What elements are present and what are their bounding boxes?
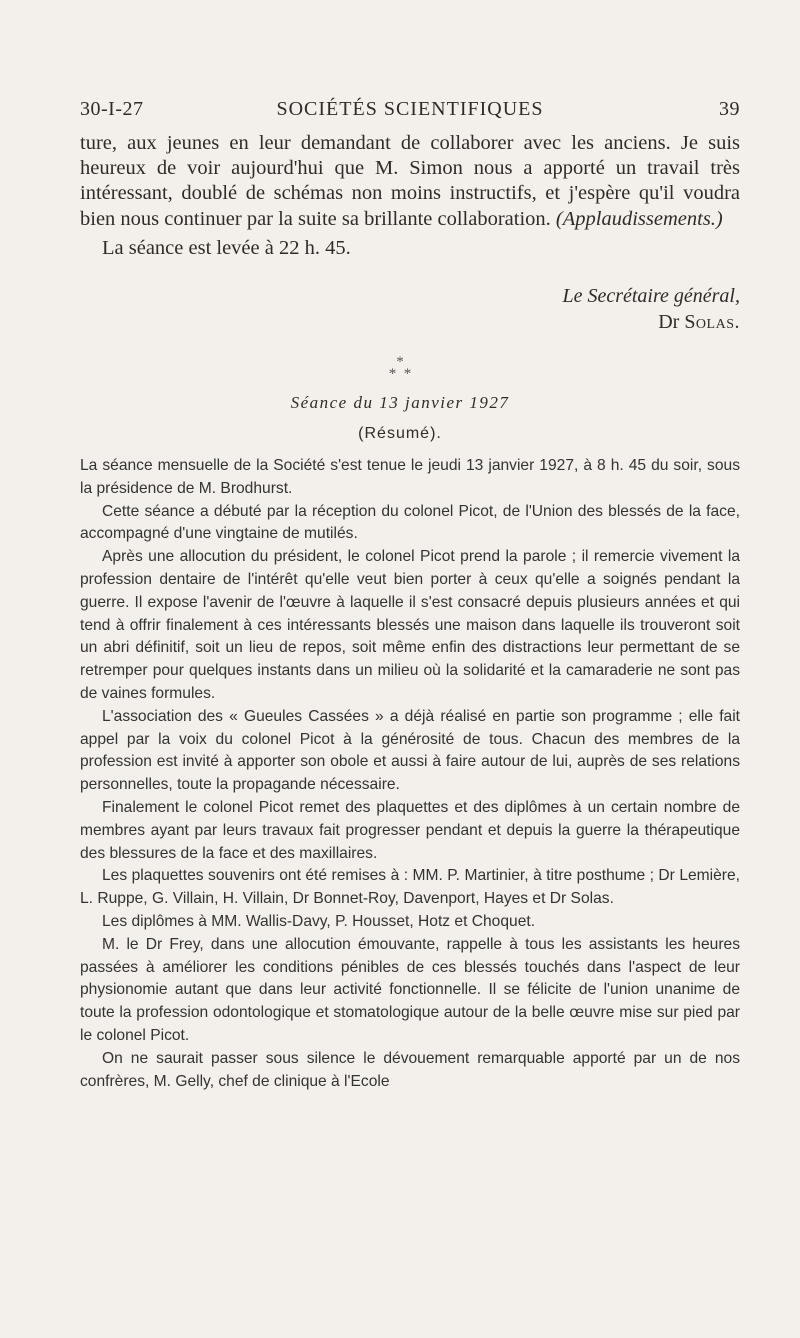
body-paragraph-1: La séance mensuelle de la Société s'est tenue le jeudi 13 janvier 1927, à 8 h. 45 du soir, sous la présidence de M. Brodhurst. [80, 457, 740, 497]
signature-name [562, 309, 740, 335]
running-header [80, 98, 740, 124]
signature-surname: Solas. [684, 311, 740, 333]
closing-line: La séance est levée à 22 h. 45. [102, 236, 351, 259]
body-paragraph-9: On ne saurait passer sous silence le dévouement remarquable apporté par un de nos confrères, M. Gelly, chef de clinique à l'Ecole [80, 1049, 740, 1090]
header-date: 30-I-27 [80, 98, 144, 120]
asterism-separator: * * * [388, 354, 412, 382]
section-title: Séance du 13 janvier 1927 [290, 393, 510, 412]
body-paragraph-5: Finalement le colonel Picot remet des plaquettes et des diplômes à un certain nombre de membres ayant par leurs travaux fait progresser pendant et depuis la guerre la thérapeutique des blessures de la face et des maxillaires. [80, 798, 740, 862]
intro-text [80, 131, 740, 261]
intro-paragraph-text: ture, aux jeunes en leur demandant de collaborer avec les anciens. Je suis heureux de voir aujourd'hui que M. Simon nous a apporté un travail très intéressant, doublé de schémas non moins instructifs, et j'espère qu'il voudra bien nous continuer par la suite sa brillante collaboration. [80, 132, 740, 230]
body-paragraph-8: M. le Dr Frey, dans une allocution émouvante, rappelle à tous les assistants les heures passées à améliorer les conditions pénibles de ces blessés touchés dans l'aspect de leur physionomie autant que dans leur activité fonctionnelle. Il se félicite de l'union unanime de toute la profession odontologique et stomatologique autour de la belle œuvre mise sur pied par le colonel Picot. [80, 935, 740, 1044]
page-number: 39 [719, 98, 740, 120]
applause-note: (Applaudissements.) [555, 207, 723, 230]
section-subtitle: (Résumé). [358, 425, 442, 442]
body-paragraph-6: Les plaquettes souvenirs ont été remises à : MM. P. Martinier, à titre posthume ; Dr Lemière, L. Ruppe, G. Villain, H. Villain, Dr Bonnet-Roy, Davenport, Hayes et Dr Solas. [80, 867, 740, 908]
body-paragraph-2: Cette séance a débuté par la réception du colonel Picot, de l'Union des blessés de la face, accompagné d'une vingtaine de mutilés. [80, 502, 740, 543]
section-body [80, 455, 740, 1093]
body-paragraph-4: L'association des « Gueules Cassées » a déjà réalisé en partie son programme ; elle fait appel par la voix du colonel Picot à la générosité de tous. Chacun des membres de la profession est invité à apporter son obole et aussi à faire autour de lui, auprès de ses relations personnelles, toute la propagande nécessaire. [80, 707, 740, 794]
body-paragraph-7: Les diplômes à MM. Wallis-Davy, P. Housset, Hotz et Choquet. [102, 912, 536, 930]
header-title: SOCIÉTÉS SCIENTIFIQUES [276, 98, 544, 120]
signature-block [562, 283, 740, 335]
signature-dr: Dr [658, 311, 680, 333]
body-paragraph-3: Après une allocution du président, le colonel Picot prend la parole ; il remercie vivement la profession dentaire de l'intérêt qu'elle veut bien porter à ceux qu'elle a soignés pendant la guerre. Il expose l'avenir de l'œuvre à laquelle il s'est consacré depuis plusieurs années et qui tend à offrir finalement à ces intéressants blessés une maison dans laquelle ils trouveront soit un abri définitif, soit un lieu de repos, soit même enfin des distractions leur permettant de se retremper pour quelques instants dans un milieu où la solidarité et la camaraderie ne sont pas de vaines formules. [80, 548, 740, 702]
signature-title: Le Secrétaire général, [562, 285, 740, 307]
intro-paragraph [80, 131, 740, 232]
